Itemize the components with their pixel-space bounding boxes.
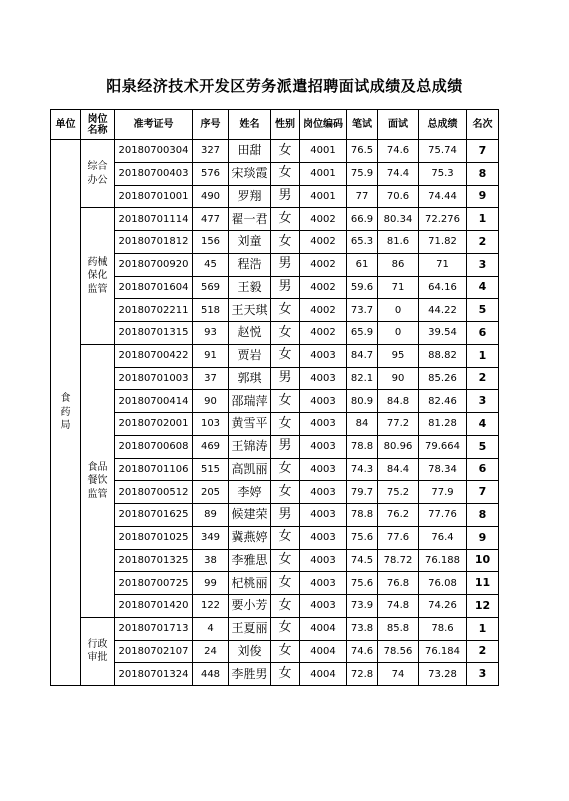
- cell-exam-id: 20180700304: [115, 140, 193, 163]
- cell-interview: 90: [378, 367, 419, 390]
- cell-total: 81.28: [419, 413, 467, 436]
- cell-written: 59.6: [347, 276, 378, 299]
- cell-gender: 女: [271, 162, 300, 185]
- cell-interview: 95: [378, 344, 419, 367]
- cell-name: 李雅思: [229, 549, 271, 572]
- cell-exam-id: 20180701114: [115, 208, 193, 231]
- cell-written: 77: [347, 185, 378, 208]
- cell-gender: 男: [271, 276, 300, 299]
- cell-interview: 76.2: [378, 504, 419, 527]
- cell-written: 73.7: [347, 299, 378, 322]
- cell-seq: 349: [193, 526, 229, 549]
- score-table: [50, 109, 499, 686]
- cell-written: 75.6: [347, 572, 378, 595]
- cell-seq: 45: [193, 253, 229, 276]
- cell-written: 78.8: [347, 435, 378, 458]
- cell-name: 宋琰霞: [229, 162, 271, 185]
- cell-gender: 女: [271, 413, 300, 436]
- cell-seq: 448: [193, 663, 229, 686]
- cell-code: 4002: [300, 322, 347, 345]
- cell-code: 4001: [300, 185, 347, 208]
- cell-code: 4003: [300, 413, 347, 436]
- cell-seq: 515: [193, 458, 229, 481]
- cell-name: 要小芳: [229, 595, 271, 618]
- cell-rank: 8: [467, 162, 499, 185]
- cell-rank: 7: [467, 140, 499, 163]
- cell-interview: 81.6: [378, 231, 419, 254]
- cell-exam-id: 20180701003: [115, 367, 193, 390]
- cell-name: 王天琪: [229, 299, 271, 322]
- cell-total: 76.188: [419, 549, 467, 572]
- cell-written: 73.8: [347, 617, 378, 640]
- cell-interview: 78.56: [378, 640, 419, 663]
- table-row: [51, 526, 499, 549]
- cell-gender: 女: [271, 572, 300, 595]
- cell-rank: 7: [467, 481, 499, 504]
- cell-interview: 76.8: [378, 572, 419, 595]
- header-seq: 序号: [193, 110, 229, 140]
- cell-name: 王夏丽: [229, 617, 271, 640]
- cell-seq: 38: [193, 549, 229, 572]
- cell-exam-id: 20180701420: [115, 595, 193, 618]
- header-name: 姓名: [229, 110, 271, 140]
- cell-interview: 84.8: [378, 390, 419, 413]
- cell-interview: 80.34: [378, 208, 419, 231]
- cell-name: 程浩: [229, 253, 271, 276]
- cell-total: 76.4: [419, 526, 467, 549]
- cell-exam-id: 20180700422: [115, 344, 193, 367]
- cell-seq: 477: [193, 208, 229, 231]
- cell-seq: 4: [193, 617, 229, 640]
- cell-total: 77.76: [419, 504, 467, 527]
- cell-gender: 男: [271, 253, 300, 276]
- cell-total: 76.08: [419, 572, 467, 595]
- cell-seq: 89: [193, 504, 229, 527]
- cell-code: 4002: [300, 208, 347, 231]
- cell-total: 72.276: [419, 208, 467, 231]
- cell-interview: 74.4: [378, 162, 419, 185]
- cell-exam-id: 20180701106: [115, 458, 193, 481]
- cell-gender: 女: [271, 231, 300, 254]
- header-written: 笔试: [347, 110, 378, 140]
- cell-rank: 6: [467, 322, 499, 345]
- cell-name: 邵瑞萍: [229, 390, 271, 413]
- cell-gender: 女: [271, 595, 300, 618]
- cell-code: 4004: [300, 663, 347, 686]
- cell-total: 75.3: [419, 162, 467, 185]
- cell-code: 4001: [300, 162, 347, 185]
- cell-rank: 6: [467, 458, 499, 481]
- cell-written: 74.5: [347, 549, 378, 572]
- cell-code: 4004: [300, 617, 347, 640]
- cell-gender: 女: [271, 140, 300, 163]
- cell-total: 77.9: [419, 481, 467, 504]
- table-row: [51, 185, 499, 208]
- table-row: [51, 367, 499, 390]
- cell-code: 4003: [300, 549, 347, 572]
- cell-written: 79.7: [347, 481, 378, 504]
- cell-name: 刘童: [229, 231, 271, 254]
- cell-seq: 90: [193, 390, 229, 413]
- cell-name: 高凯丽: [229, 458, 271, 481]
- cell-written: 74.3: [347, 458, 378, 481]
- cell-name: 候建荣: [229, 504, 271, 527]
- cell-interview: 0: [378, 299, 419, 322]
- table-row: [51, 208, 499, 231]
- cell-total: 78.6: [419, 617, 467, 640]
- cell-seq: 569: [193, 276, 229, 299]
- cell-written: 66.9: [347, 208, 378, 231]
- header-row: [51, 110, 499, 140]
- cell-seq: 93: [193, 322, 229, 345]
- cell-exam-id: 20180700512: [115, 481, 193, 504]
- cell-total: 85.26: [419, 367, 467, 390]
- table-row: [51, 504, 499, 527]
- cell-gender: 女: [271, 640, 300, 663]
- cell-exam-id: 20180701324: [115, 663, 193, 686]
- cell-written: 72.8: [347, 663, 378, 686]
- cell-name: 王锦涛: [229, 435, 271, 458]
- table-row: [51, 640, 499, 663]
- cell-rank: 3: [467, 253, 499, 276]
- cell-total: 71: [419, 253, 467, 276]
- cell-written: 61: [347, 253, 378, 276]
- cell-rank: 4: [467, 413, 499, 436]
- cell-rank: 1: [467, 344, 499, 367]
- cell-total: 78.34: [419, 458, 467, 481]
- cell-total: 74.44: [419, 185, 467, 208]
- header-code: 岗位编码: [300, 110, 347, 140]
- cell-total: 76.184: [419, 640, 467, 663]
- cell-exam-id: 20180701625: [115, 504, 193, 527]
- table-row: [51, 276, 499, 299]
- table-row: [51, 140, 499, 163]
- cell-name: 郭琪: [229, 367, 271, 390]
- cell-written: 82.1: [347, 367, 378, 390]
- header-position: 岗位名称: [81, 110, 115, 140]
- cell-code: 4003: [300, 526, 347, 549]
- cell-total: 82.46: [419, 390, 467, 413]
- cell-exam-id: 20180700403: [115, 162, 193, 185]
- cell-exam-id: 20180700920: [115, 253, 193, 276]
- cell-rank: 8: [467, 504, 499, 527]
- cell-seq: 490: [193, 185, 229, 208]
- cell-gender: 女: [271, 458, 300, 481]
- cell-written: 75.6: [347, 526, 378, 549]
- table-row: [51, 572, 499, 595]
- cell-gender: 女: [271, 390, 300, 413]
- cell-interview: 77.6: [378, 526, 419, 549]
- cell-rank: 1: [467, 208, 499, 231]
- position-cell: 综合办公: [81, 140, 115, 208]
- cell-exam-id: 20180702107: [115, 640, 193, 663]
- header-exam-id: 准考证号: [115, 110, 193, 140]
- cell-total: 88.82: [419, 344, 467, 367]
- header-interview: 面试: [378, 110, 419, 140]
- cell-seq: 99: [193, 572, 229, 595]
- cell-seq: 122: [193, 595, 229, 618]
- cell-written: 84.7: [347, 344, 378, 367]
- cell-written: 80.9: [347, 390, 378, 413]
- header-total: 总成绩: [419, 110, 467, 140]
- cell-written: 75.9: [347, 162, 378, 185]
- cell-exam-id: 20180702001: [115, 413, 193, 436]
- cell-seq: 156: [193, 231, 229, 254]
- cell-code: 4002: [300, 231, 347, 254]
- cell-written: 84: [347, 413, 378, 436]
- cell-rank: 5: [467, 435, 499, 458]
- cell-gender: 女: [271, 481, 300, 504]
- cell-written: 76.5: [347, 140, 378, 163]
- table-row: [51, 390, 499, 413]
- cell-code: 4002: [300, 299, 347, 322]
- cell-name: 李婷: [229, 481, 271, 504]
- page-title: 阳泉经济技术开发区劳务派遣招聘面试成绩及总成绩: [106, 77, 463, 95]
- cell-interview: 74: [378, 663, 419, 686]
- cell-gender: 女: [271, 526, 300, 549]
- table-row: [51, 595, 499, 618]
- header-rank: 名次: [467, 110, 499, 140]
- cell-seq: 518: [193, 299, 229, 322]
- cell-rank: 1: [467, 617, 499, 640]
- cell-rank: 5: [467, 299, 499, 322]
- cell-name: 赵悦: [229, 322, 271, 345]
- cell-written: 74.6: [347, 640, 378, 663]
- cell-interview: 84.4: [378, 458, 419, 481]
- header-gender: 性别: [271, 110, 300, 140]
- cell-rank: 9: [467, 526, 499, 549]
- cell-name: 杞桃丽: [229, 572, 271, 595]
- table-row: [51, 231, 499, 254]
- cell-gender: 女: [271, 322, 300, 345]
- cell-name: 田甜: [229, 140, 271, 163]
- position-cell: 药械保化监管: [81, 208, 115, 345]
- cell-total: 44.22: [419, 299, 467, 322]
- table-row: [51, 322, 499, 345]
- cell-code: 4003: [300, 595, 347, 618]
- cell-gender: 女: [271, 663, 300, 686]
- cell-gender: 女: [271, 208, 300, 231]
- cell-code: 4001: [300, 140, 347, 163]
- table-row: [51, 617, 499, 640]
- cell-code: 4003: [300, 344, 347, 367]
- cell-exam-id: 20180701315: [115, 322, 193, 345]
- table-row: [51, 299, 499, 322]
- cell-gender: 女: [271, 299, 300, 322]
- cell-interview: 75.2: [378, 481, 419, 504]
- cell-interview: 0: [378, 322, 419, 345]
- cell-interview: 74.8: [378, 595, 419, 618]
- cell-total: 74.26: [419, 595, 467, 618]
- position-cell: 食品餐饮监管: [81, 344, 115, 617]
- cell-rank: 2: [467, 640, 499, 663]
- table-row: [51, 253, 499, 276]
- cell-interview: 74.6: [378, 140, 419, 163]
- cell-exam-id: 20180701812: [115, 231, 193, 254]
- table-row: [51, 413, 499, 436]
- cell-exam-id: 20180700725: [115, 572, 193, 595]
- cell-code: 4003: [300, 504, 347, 527]
- cell-name: 王毅: [229, 276, 271, 299]
- position-cell: 行政审批: [81, 617, 115, 685]
- cell-code: 4003: [300, 572, 347, 595]
- cell-written: 78.8: [347, 504, 378, 527]
- cell-name: 冀燕婷: [229, 526, 271, 549]
- cell-seq: 327: [193, 140, 229, 163]
- cell-gender: 男: [271, 367, 300, 390]
- cell-total: 39.54: [419, 322, 467, 345]
- header-unit: 单位: [51, 110, 81, 140]
- cell-rank: 3: [467, 390, 499, 413]
- table-row: [51, 549, 499, 572]
- table-row: [51, 663, 499, 686]
- cell-seq: 91: [193, 344, 229, 367]
- table-row: [51, 344, 499, 367]
- table-row: [51, 162, 499, 185]
- cell-total: 64.16: [419, 276, 467, 299]
- cell-interview: 85.8: [378, 617, 419, 640]
- cell-seq: 24: [193, 640, 229, 663]
- cell-code: 4003: [300, 390, 347, 413]
- cell-written: 65.9: [347, 322, 378, 345]
- cell-name: 黄雪平: [229, 413, 271, 436]
- cell-exam-id: 20180700608: [115, 435, 193, 458]
- table-row: [51, 435, 499, 458]
- cell-gender: 男: [271, 185, 300, 208]
- cell-gender: 男: [271, 435, 300, 458]
- table-row: [51, 458, 499, 481]
- cell-rank: 2: [467, 367, 499, 390]
- cell-interview: 71: [378, 276, 419, 299]
- cell-rank: 4: [467, 276, 499, 299]
- cell-total: 73.28: [419, 663, 467, 686]
- cell-code: 4002: [300, 276, 347, 299]
- cell-exam-id: 20180702211: [115, 299, 193, 322]
- cell-interview: 70.6: [378, 185, 419, 208]
- cell-rank: 10: [467, 549, 499, 572]
- cell-written: 65.3: [347, 231, 378, 254]
- cell-name: 李胜男: [229, 663, 271, 686]
- cell-interview: 80.96: [378, 435, 419, 458]
- cell-exam-id: 20180701604: [115, 276, 193, 299]
- unit-cell: 食药局: [51, 140, 81, 686]
- cell-gender: 女: [271, 617, 300, 640]
- cell-total: 75.74: [419, 140, 467, 163]
- cell-written: 73.9: [347, 595, 378, 618]
- cell-gender: 女: [271, 344, 300, 367]
- cell-gender: 女: [271, 549, 300, 572]
- cell-code: 4003: [300, 458, 347, 481]
- cell-rank: 11: [467, 572, 499, 595]
- cell-interview: 78.72: [378, 549, 419, 572]
- cell-exam-id: 20180701713: [115, 617, 193, 640]
- cell-rank: 2: [467, 231, 499, 254]
- cell-exam-id: 20180701025: [115, 526, 193, 549]
- cell-name: 贾岩: [229, 344, 271, 367]
- cell-code: 4002: [300, 253, 347, 276]
- cell-code: 4003: [300, 367, 347, 390]
- cell-total: 71.82: [419, 231, 467, 254]
- cell-seq: 37: [193, 367, 229, 390]
- cell-exam-id: 20180701001: [115, 185, 193, 208]
- cell-code: 4004: [300, 640, 347, 663]
- cell-code: 4003: [300, 481, 347, 504]
- cell-code: 4003: [300, 435, 347, 458]
- table-row: [51, 481, 499, 504]
- cell-rank: 9: [467, 185, 499, 208]
- cell-seq: 469: [193, 435, 229, 458]
- cell-gender: 男: [271, 504, 300, 527]
- cell-seq: 205: [193, 481, 229, 504]
- cell-name: 罗翔: [229, 185, 271, 208]
- cell-exam-id: 20180701325: [115, 549, 193, 572]
- cell-seq: 576: [193, 162, 229, 185]
- cell-rank: 3: [467, 663, 499, 686]
- cell-interview: 86: [378, 253, 419, 276]
- cell-rank: 12: [467, 595, 499, 618]
- cell-interview: 77.2: [378, 413, 419, 436]
- cell-name: 翟一君: [229, 208, 271, 231]
- cell-total: 79.664: [419, 435, 467, 458]
- cell-seq: 103: [193, 413, 229, 436]
- cell-name: 刘俊: [229, 640, 271, 663]
- cell-exam-id: 20180700414: [115, 390, 193, 413]
